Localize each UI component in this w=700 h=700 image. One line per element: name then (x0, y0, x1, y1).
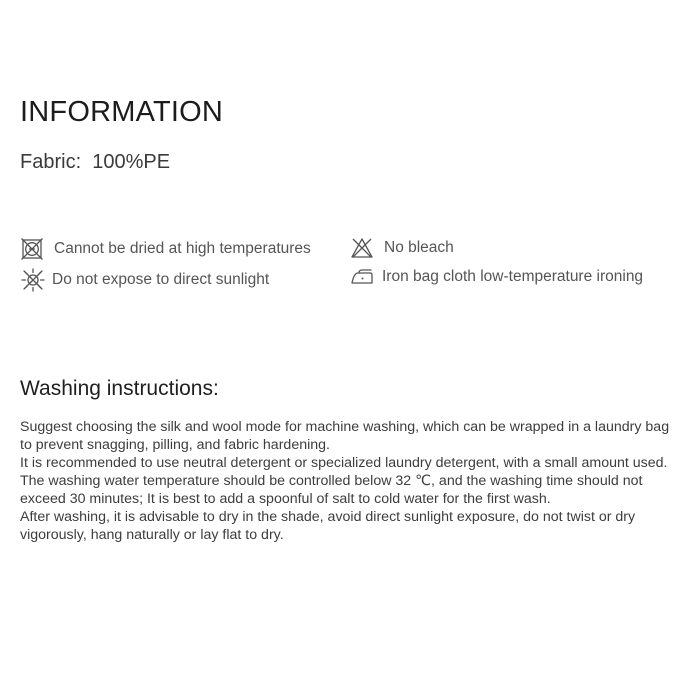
no-tumble-dry-high-icon (20, 237, 44, 261)
care-label-no-sunlight: Do not expose to direct sunlight (52, 271, 270, 288)
fabric-label: Fabric: (20, 151, 82, 173)
washing-paragraph: Suggest choosing the silk and wool mode for machine washing, which can be wrapped in a laundry bag to prevent snagging, pilling, and fabric hardening. (20, 419, 670, 453)
fabric-value: 100%PE (92, 151, 171, 173)
no-direct-sunlight-icon (20, 267, 46, 293)
care-label-no-bleach: No bleach (384, 239, 454, 256)
iron-low-temperature-icon (350, 265, 374, 289)
washing-instructions-body (20, 418, 680, 544)
washing-paragraph: It is recommended to use neutral detergent or specialized laundry detergent, with a small amount used. The washing water temperature should be controlled below 32 ℃, and the washing time should not exceed 30 minutes; It is best to add a spoonful of salt to cold water for the first wash. (20, 455, 668, 507)
care-item-no-bleach (350, 236, 454, 260)
care-item-iron-low (350, 265, 643, 289)
no-bleach-icon (350, 236, 374, 260)
care-label-iron-low: Iron bag cloth low-temperature ironing (382, 268, 644, 285)
washing-instructions-title: Washing instructions: (20, 377, 219, 400)
washing-paragraph: After washing, it is advisable to dry in the shade, avoid direct sunlight exposure, do not twist or dry vigorously, hang naturally or lay flat to dry. (20, 509, 636, 543)
fabric-info (20, 149, 170, 175)
care-item-no-tumble-dry (20, 237, 311, 261)
care-item-no-sunlight (20, 267, 269, 293)
page-title: INFORMATION (20, 96, 224, 128)
care-label-no-tumble-dry: Cannot be dried at high temperatures (54, 240, 311, 257)
